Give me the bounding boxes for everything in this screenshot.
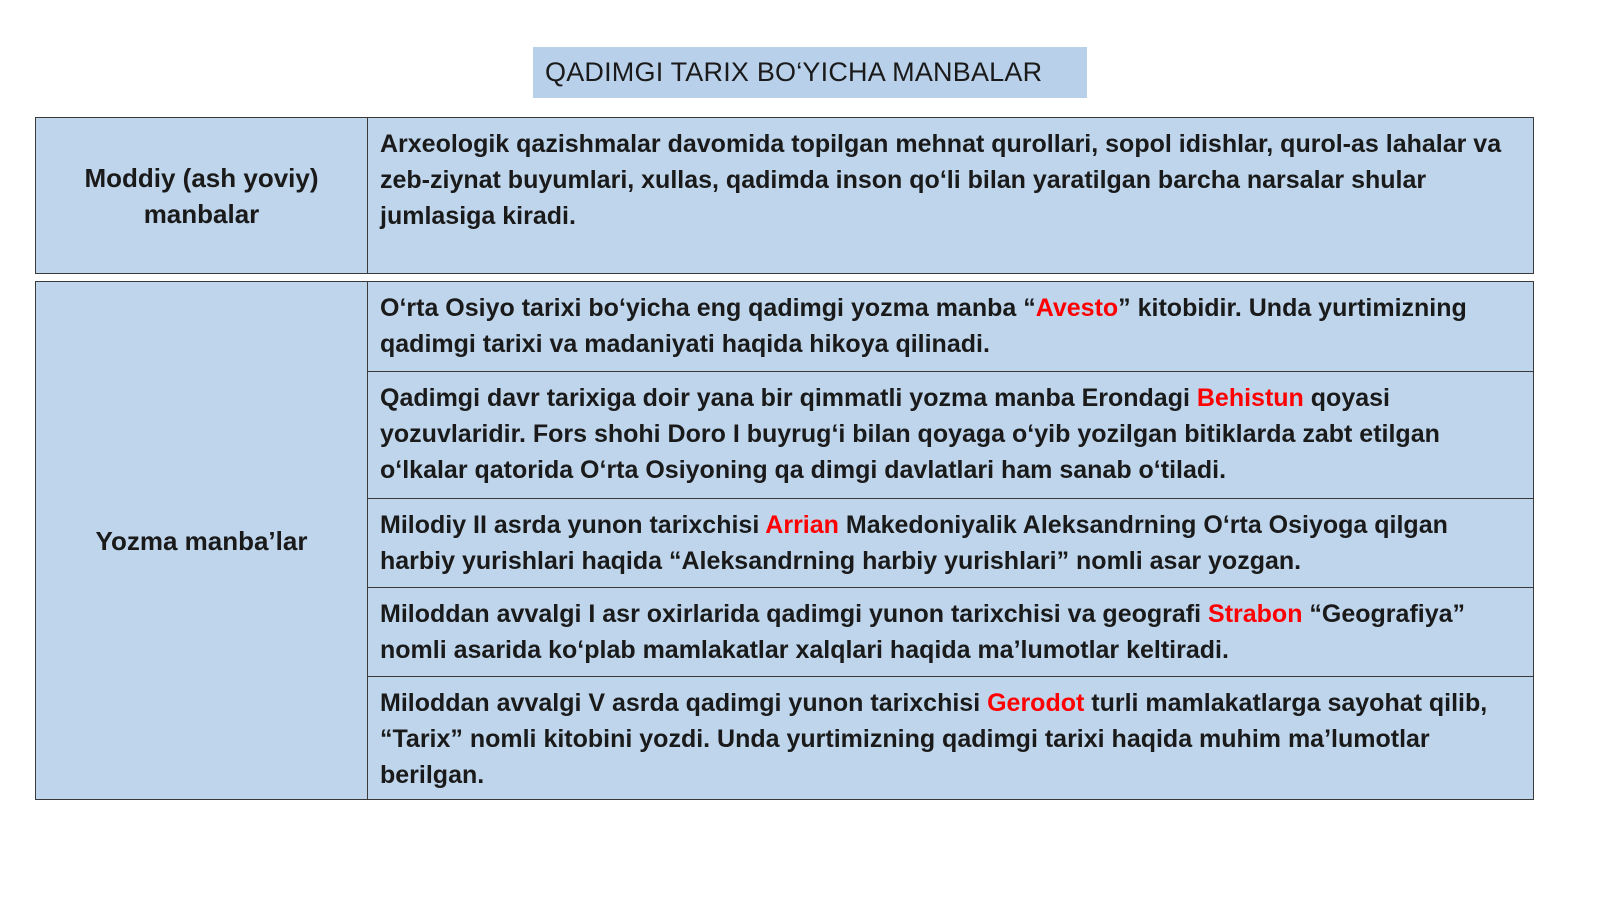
material-sources-table [35, 117, 1534, 274]
row-text-after: Makedoniyalik Aleksandrning O‘rta Osiyoga qilgan harbiy yurishlari haqida “Aleksandrning harbiy yurishlari” nomli asar yozgan. [380, 511, 1448, 575]
source-name-strabon: Strabon [1208, 600, 1303, 628]
page-title-text: QADIMGI TARIX BO‘YICHA MANBALAR [545, 57, 1043, 87]
row-text-after: “Geografiya” nomli asarida ko‘plab mamlakatlar xalqlari haqida ma’lumotlar keltiradi. [380, 600, 1466, 664]
material-sources-description-text: Arxeologik qazishmalar davomida topilgan mehnat qurollari, sopol idishlar, qurol-as lahalar va zeb-ziynat buyumlari, xullas, qadimda inson qo‘li bilan yaratilgan barcha narsalar shular jumlasiga kiradi. [380, 130, 1502, 230]
written-source-row-strabon [368, 587, 1533, 676]
row-text-before: Miloddan avvalgi I asr oxirlarida qadimgi yunon tarixchisi va geografi [380, 600, 1209, 628]
written-sources-table [35, 281, 1534, 800]
source-name-gerodot: Gerodot [987, 689, 1085, 717]
source-name-behistun: Behistun [1196, 384, 1304, 412]
row-text-after: qoyasi yozuvlaridir. Fors shohi Doro I buyrug‘i bilan qoyaga o‘yib yozilgan bitiklarda zabt etilgan o‘lkalar qatorida O‘rta Osiyoning qa dimgi davlatlari ham sanab o‘tiladi. [380, 384, 1440, 484]
source-name-arrian: Arrian [765, 511, 839, 539]
material-sources-label [36, 118, 368, 273]
material-sources-description-column [368, 118, 1533, 273]
written-source-row-behistun [368, 371, 1533, 498]
written-sources-label [36, 282, 368, 799]
written-source-row-avesto [368, 282, 1533, 371]
written-source-row-gerodot [368, 676, 1533, 799]
row-text-before: O‘rta Osiyo tarixi bo‘yicha eng qadimgi yozma manba “ [380, 294, 1036, 322]
row-text-before: Milodiy II asrda yunon tarixchisi [380, 511, 766, 539]
material-sources-label-text: Moddiy (ash yoviy) manbalar [84, 162, 319, 229]
written-source-row-arrian [368, 498, 1533, 587]
material-sources-description [368, 118, 1533, 273]
written-sources-rows [368, 282, 1533, 799]
source-name-avesto: Avesto [1035, 294, 1119, 322]
row-text-before: Miloddan avvalgi V asrda qadimgi yunon tarixchisi [380, 689, 988, 717]
row-text-before: Qadimgi davr tarixiga doir yana bir qimmatli yozma manba Erondagi [380, 384, 1197, 412]
row-text-after: ” kitobidir. Unda yurtimizning qadimgi tarixi va madaniyati haqida hikoya qilinadi. [380, 294, 1467, 358]
row-text-after: turli mamlakatlarga sayohat qilib, “Tarix” nomli kitobini yozdi. Unda yurtimizning qadimgi tarixi haqida muhim ma’lumotlar berilgan. [380, 689, 1488, 789]
page-title [533, 47, 1087, 98]
written-sources-label-text: Yozma manba’lar [95, 525, 308, 556]
